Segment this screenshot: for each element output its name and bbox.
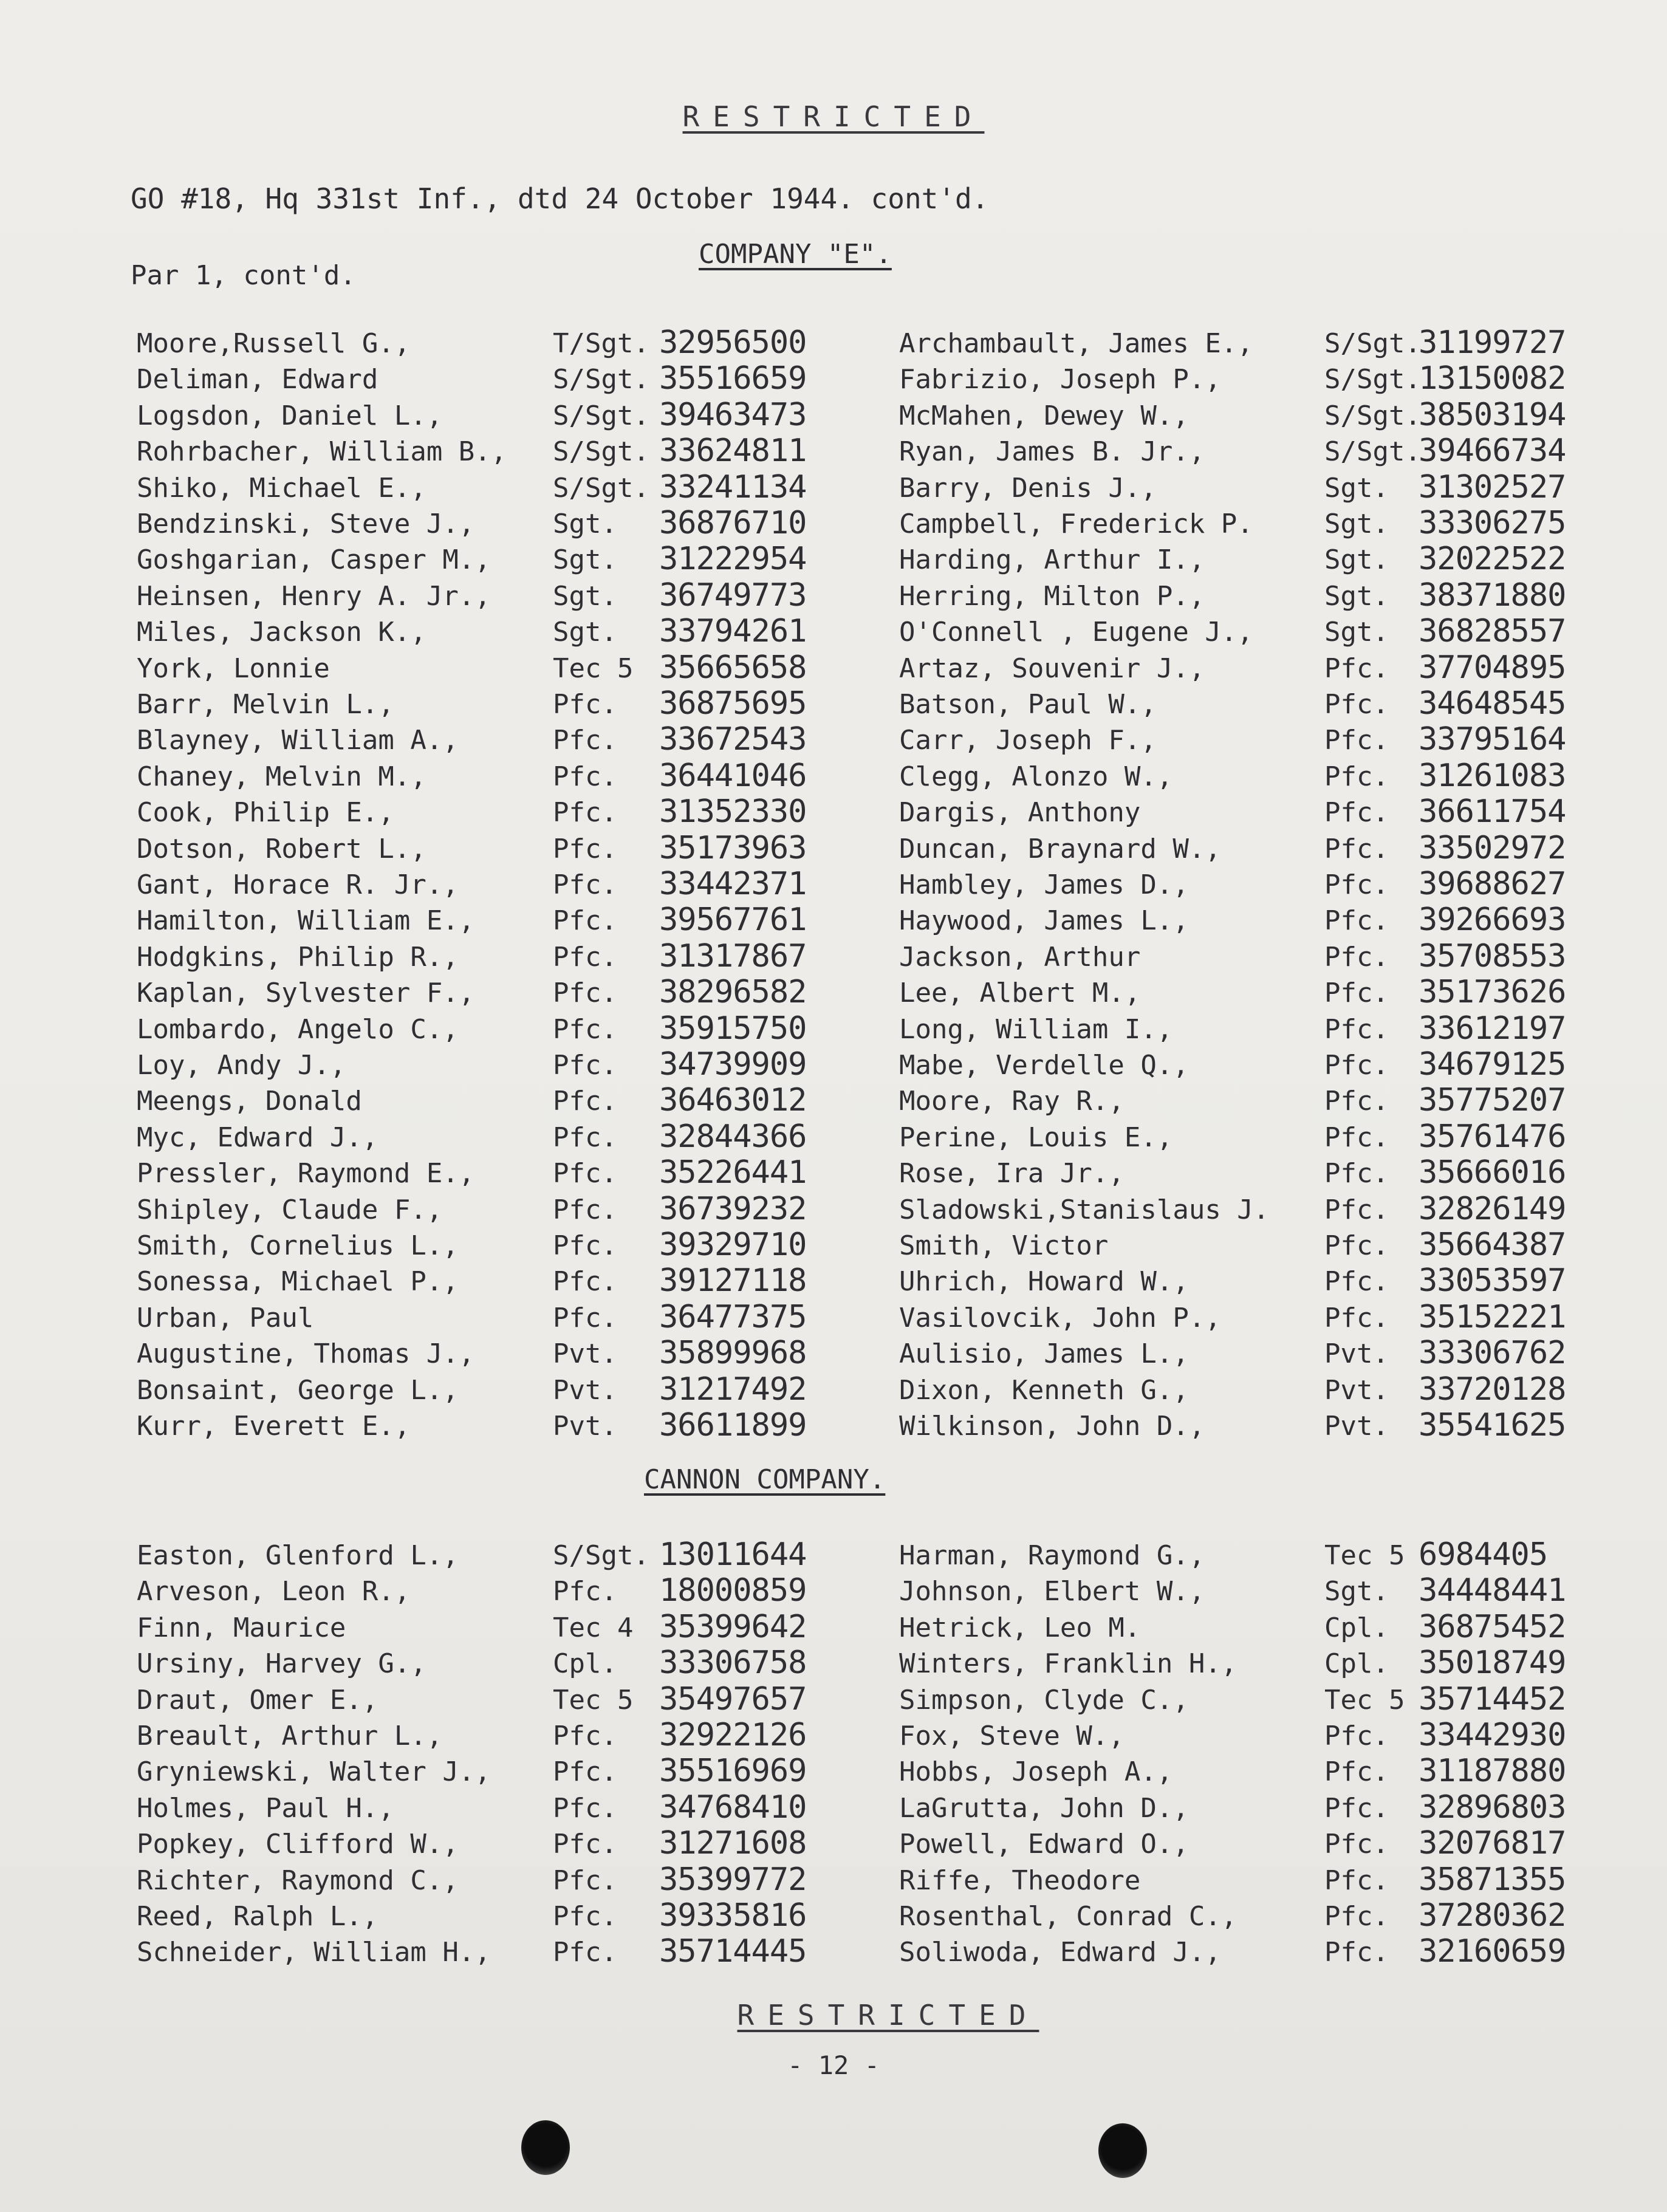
serial-number: 32022522 xyxy=(1419,541,1566,578)
soldier-name: Lombardo, Angelo C., xyxy=(137,1013,459,1045)
rank: Pfc. xyxy=(1324,1302,1389,1334)
soldier-name: Mabe, Verdelle Q., xyxy=(899,1050,1189,1081)
serial-number: 35775207 xyxy=(1419,1082,1566,1119)
serial-number: 36749773 xyxy=(659,577,807,614)
serial-number: 31217492 xyxy=(659,1371,807,1408)
rank: Pfc. xyxy=(1324,1050,1389,1081)
cannon-company-title: CANNON COMPANY. xyxy=(644,1464,886,1495)
serial-number: 35714452 xyxy=(1419,1680,1566,1717)
rank: Sgt. xyxy=(1324,1576,1389,1608)
rank: Pvt. xyxy=(553,1338,617,1370)
rank: Pfc. xyxy=(1324,833,1389,865)
serial-number: 39466734 xyxy=(1419,433,1566,470)
soldier-name: Jackson, Arthur xyxy=(899,941,1141,973)
serial-number: 32922126 xyxy=(659,1717,807,1753)
rank: Pfc. xyxy=(1324,1194,1389,1225)
punch-hole xyxy=(521,2120,570,2175)
serial-number: 34448441 xyxy=(1419,1572,1566,1609)
rank: Pvt. xyxy=(1324,1338,1389,1370)
serial-number: 38503194 xyxy=(1419,396,1566,433)
serial-number: 33624811 xyxy=(659,433,807,470)
serial-number: 36611899 xyxy=(659,1407,807,1443)
serial-number: 35666016 xyxy=(1419,1154,1566,1191)
soldier-name: Dargis, Anthony xyxy=(899,797,1141,829)
soldier-name: Easton, Glenford L., xyxy=(137,1540,459,1571)
soldier-name: Gryniewski, Walter J., xyxy=(137,1756,491,1788)
soldier-name: Moore,Russell G., xyxy=(137,328,411,359)
soldier-name: Finn, Maurice xyxy=(137,1612,346,1643)
rank: Sgt. xyxy=(1324,508,1389,539)
soldier-name: Cook, Philip E., xyxy=(137,797,394,829)
soldier-name: Holmes, Paul H., xyxy=(137,1792,394,1824)
rank: S/Sgt. xyxy=(1324,328,1421,359)
soldier-name: Chaney, Melvin M., xyxy=(137,761,426,792)
soldier-name: Kurr, Everett E., xyxy=(137,1411,411,1442)
serial-number: 35664387 xyxy=(1419,1227,1566,1263)
rank: Tec 4 xyxy=(553,1612,634,1643)
serial-number: 35152221 xyxy=(1419,1298,1566,1335)
serial-number: 31187880 xyxy=(1419,1753,1566,1790)
serial-number: 39329710 xyxy=(659,1227,807,1263)
serial-number: 32896803 xyxy=(1419,1789,1566,1826)
serial-number: 35226441 xyxy=(659,1154,807,1191)
soldier-name: Shiko, Michael E., xyxy=(137,472,426,504)
soldier-name: Smith, Cornelius L., xyxy=(137,1230,459,1261)
serial-number: 18000859 xyxy=(659,1572,807,1609)
rank: Pfc. xyxy=(1324,1086,1389,1117)
serial-number: 39688627 xyxy=(1419,866,1566,902)
rank: Pfc. xyxy=(553,1576,617,1608)
rank: Pfc. xyxy=(553,1302,617,1334)
soldier-name: Perine, Louis E., xyxy=(899,1121,1173,1153)
serial-number: 34679125 xyxy=(1419,1046,1566,1083)
rank: Pfc. xyxy=(553,1721,617,1751)
soldier-name: York, Lonnie xyxy=(137,652,330,684)
serial-number: 31222954 xyxy=(659,541,807,578)
soldier-name: Heinsen, Henry A. Jr., xyxy=(137,580,491,612)
rank: Pfc. xyxy=(1324,1937,1389,1968)
rank: Tec 5 xyxy=(1324,1540,1405,1571)
serial-number: 36828557 xyxy=(1419,613,1566,650)
serial-number: 39266693 xyxy=(1419,902,1566,939)
soldier-name: Simpson, Clyde C., xyxy=(899,1684,1189,1716)
soldier-name: Myc, Edward J., xyxy=(137,1121,378,1153)
rank: Pfc. xyxy=(553,761,617,792)
serial-number: 33442930 xyxy=(1419,1717,1566,1753)
soldier-name: Barry, Denis J., xyxy=(899,472,1157,504)
serial-number: 31199727 xyxy=(1419,324,1566,361)
soldier-name: Pressler, Raymond E., xyxy=(137,1158,475,1190)
rank: Sgt. xyxy=(553,544,617,576)
serial-number: 39127118 xyxy=(659,1262,807,1299)
rank: Pfc. xyxy=(553,1086,617,1117)
rank: Pfc. xyxy=(1324,725,1389,756)
serial-number: 33053597 xyxy=(1419,1262,1566,1299)
page-number: - 12 - xyxy=(787,2050,880,2080)
paragraph-line: Par 1, cont'd. xyxy=(131,260,356,291)
serial-number: 38371880 xyxy=(1419,577,1566,614)
rank: Sgt. xyxy=(1324,580,1389,612)
soldier-name: Artaz, Souvenir J., xyxy=(899,652,1205,684)
serial-number: 36875452 xyxy=(1419,1608,1566,1645)
serial-number: 33612197 xyxy=(1419,1010,1566,1047)
rank: Pfc. xyxy=(553,1864,617,1896)
soldier-name: Schneider, William H., xyxy=(137,1937,491,1968)
serial-number: 33241134 xyxy=(659,468,807,505)
rank: Pfc. xyxy=(1324,1829,1389,1860)
rank: Sgt. xyxy=(553,508,617,539)
serial-number: 38296582 xyxy=(659,974,807,1011)
soldier-name: Archambault, James E., xyxy=(899,328,1253,359)
soldier-name: Fabrizio, Joseph P., xyxy=(899,364,1221,395)
serial-number: 33442371 xyxy=(659,866,807,902)
rank: S/Sgt. xyxy=(553,1540,649,1571)
rank: Pfc. xyxy=(1324,797,1389,829)
soldier-name: Campbell, Frederick P. xyxy=(899,508,1253,539)
soldier-name: Rose, Ira Jr., xyxy=(899,1158,1124,1190)
rank: Pfc. xyxy=(1324,1266,1389,1298)
serial-number: 36876710 xyxy=(659,505,807,541)
serial-number: 39463473 xyxy=(659,396,807,433)
soldier-name: Rosenthal, Conrad C., xyxy=(899,1901,1237,1932)
rank: Pfc. xyxy=(553,1937,617,1968)
serial-number: 34648545 xyxy=(1419,685,1566,722)
serial-number: 36611754 xyxy=(1419,793,1566,830)
rank: S/Sgt. xyxy=(553,364,649,395)
company-e-title: COMPANY "E". xyxy=(699,239,892,270)
serial-number: 33306275 xyxy=(1419,505,1566,541)
soldier-name: Hodgkins, Philip R., xyxy=(137,941,459,973)
serial-number: 33795164 xyxy=(1419,721,1566,758)
punch-hole xyxy=(1098,2123,1147,2178)
soldier-name: Reed, Ralph L., xyxy=(137,1901,378,1932)
soldier-name: Hamilton, William E., xyxy=(137,905,475,937)
rank: Pfc. xyxy=(1324,1013,1389,1045)
rank: Sgt. xyxy=(1324,544,1389,576)
serial-number: 32076817 xyxy=(1419,1825,1566,1862)
soldier-name: Sladowski,Stanislaus J. xyxy=(899,1194,1270,1225)
serial-number: 31352330 xyxy=(659,793,807,830)
rank: Pfc. xyxy=(1324,905,1389,937)
serial-number: 33720128 xyxy=(1419,1371,1566,1408)
rank: Pvt. xyxy=(553,1411,617,1442)
rank: Pfc. xyxy=(553,1194,617,1225)
rank: Cpl. xyxy=(1324,1648,1389,1680)
rank: Pfc. xyxy=(553,1829,617,1860)
soldier-name: Richter, Raymond C., xyxy=(137,1864,459,1896)
soldier-name: LaGrutta, John D., xyxy=(899,1792,1189,1824)
rank: Pfc. xyxy=(553,869,617,900)
rank: Sgt. xyxy=(1324,472,1389,504)
soldier-name: Vasilovcik, John P., xyxy=(899,1302,1221,1334)
rank: Cpl. xyxy=(553,1648,617,1680)
rank: Pfc. xyxy=(1324,1901,1389,1932)
serial-number: 35665658 xyxy=(659,649,807,686)
soldier-name: Long, William I., xyxy=(899,1013,1173,1045)
serial-number: 35714445 xyxy=(659,1933,807,1970)
soldier-name: Carr, Joseph F., xyxy=(899,725,1157,756)
soldier-name: Hambley, James D., xyxy=(899,869,1189,900)
soldier-name: Goshgarian, Casper M., xyxy=(137,544,491,576)
soldier-name: Harding, Arthur I., xyxy=(899,544,1205,576)
rank: Pfc. xyxy=(553,905,617,937)
soldier-name: Augustine, Thomas J., xyxy=(137,1338,475,1370)
serial-number: 32160659 xyxy=(1419,1933,1566,1970)
soldier-name: Deliman, Edward xyxy=(137,364,378,395)
soldier-name: Popkey, Clifford W., xyxy=(137,1829,459,1860)
serial-number: 35871355 xyxy=(1419,1861,1566,1898)
serial-number: 35761476 xyxy=(1419,1118,1566,1155)
serial-number: 13011644 xyxy=(659,1536,807,1573)
serial-number: 31271608 xyxy=(659,1825,807,1862)
serial-number: 35018749 xyxy=(1419,1645,1566,1682)
serial-number: 6984405 xyxy=(1419,1536,1548,1573)
soldier-name: Hobbs, Joseph A., xyxy=(899,1756,1173,1788)
serial-number: 13150082 xyxy=(1419,360,1566,397)
rank: S/Sgt. xyxy=(1324,436,1421,468)
soldier-name: Draut, Omer E., xyxy=(137,1684,378,1716)
soldier-name: Logsdon, Daniel L., xyxy=(137,400,443,431)
soldier-name: Meengs, Donald xyxy=(137,1086,362,1117)
serial-number: 35516659 xyxy=(659,360,807,397)
serial-number: 35497657 xyxy=(659,1680,807,1717)
rank: Pfc. xyxy=(553,1792,617,1824)
rank: Tec 5 xyxy=(1324,1684,1405,1716)
soldier-name: Hetrick, Leo M. xyxy=(899,1612,1141,1643)
soldier-name: Wilkinson, John D., xyxy=(899,1411,1205,1442)
soldier-name: Ursiny, Harvey G., xyxy=(137,1648,426,1680)
serial-number: 39335816 xyxy=(659,1897,807,1934)
rank: Sgt. xyxy=(553,580,617,612)
rank: Sgt. xyxy=(553,617,617,648)
rank: Pfc. xyxy=(1324,1721,1389,1751)
rank: Pfc. xyxy=(553,941,617,973)
serial-number: 35173963 xyxy=(659,829,807,866)
serial-number: 36441046 xyxy=(659,757,807,794)
soldier-name: Lee, Albert M., xyxy=(899,978,1141,1009)
rank: Pfc. xyxy=(1324,941,1389,973)
soldier-name: Uhrich, Howard W., xyxy=(899,1266,1189,1298)
soldier-name: Powell, Edward O., xyxy=(899,1829,1189,1860)
soldier-name: McMahen, Dewey W., xyxy=(899,400,1189,431)
soldier-name: Smith, Victor xyxy=(899,1230,1109,1261)
serial-number: 33306758 xyxy=(659,1645,807,1682)
restricted-footer: RESTRICTED xyxy=(737,1999,1039,2032)
rank: Pfc. xyxy=(1324,689,1389,720)
serial-number: 32844366 xyxy=(659,1118,807,1155)
rank: Pvt. xyxy=(1324,1411,1389,1442)
soldier-name: Batson, Paul W., xyxy=(899,689,1157,720)
soldier-name: Aulisio, James L., xyxy=(899,1338,1189,1370)
soldier-name: Shipley, Claude F., xyxy=(137,1194,443,1225)
serial-number: 35541625 xyxy=(1419,1407,1566,1443)
rank: T/Sgt. xyxy=(553,328,649,359)
rank: Pfc. xyxy=(553,1158,617,1190)
rank: Sgt. xyxy=(1324,617,1389,648)
soldier-name: Winters, Franklin H., xyxy=(899,1648,1237,1680)
soldier-name: Barr, Melvin L., xyxy=(137,689,394,720)
serial-number: 34768410 xyxy=(659,1789,807,1826)
serial-number: 35915750 xyxy=(659,1010,807,1047)
rank: S/Sgt. xyxy=(1324,400,1421,431)
rank: Pfc. xyxy=(553,689,617,720)
serial-number: 33502972 xyxy=(1419,829,1566,866)
rank: Pfc. xyxy=(1324,1230,1389,1261)
rank: Pfc. xyxy=(1324,1121,1389,1153)
serial-number: 33794261 xyxy=(659,613,807,650)
general-order-line: GO #18, Hq 331st Inf., dtd 24 October 1944. cont'd. xyxy=(131,182,989,215)
rank: Pfc. xyxy=(553,1121,617,1153)
soldier-name: Bendzinski, Steve J., xyxy=(137,508,475,539)
serial-number: 32956500 xyxy=(659,324,807,361)
soldier-name: Clegg, Alonzo W., xyxy=(899,761,1173,792)
serial-number: 31302527 xyxy=(1419,468,1566,505)
serial-number: 33306762 xyxy=(1419,1335,1566,1372)
serial-number: 36875695 xyxy=(659,685,807,722)
soldier-name: Gant, Horace R. Jr., xyxy=(137,869,459,900)
rank: Pfc. xyxy=(553,1013,617,1045)
soldier-name: Dixon, Kenneth G., xyxy=(899,1374,1189,1406)
soldier-name: Duncan, Braynard W., xyxy=(899,833,1221,865)
rank: Pfc. xyxy=(1324,1792,1389,1824)
rank: Tec 5 xyxy=(553,1684,634,1716)
soldier-name: Kaplan, Sylvester F., xyxy=(137,978,475,1009)
serial-number: 36477375 xyxy=(659,1298,807,1335)
soldier-name: Blayney, William A., xyxy=(137,725,459,756)
serial-number: 37280362 xyxy=(1419,1897,1566,1934)
rank: Pfc. xyxy=(553,1901,617,1932)
serial-number: 35399772 xyxy=(659,1861,807,1898)
serial-number: 32826149 xyxy=(1419,1190,1566,1227)
soldier-name: Soliwoda, Edward J., xyxy=(899,1937,1221,1968)
soldier-name: Breault, Arthur L., xyxy=(137,1721,443,1751)
soldier-name: Rohrbacher, William B., xyxy=(137,436,507,468)
rank: Tec 5 xyxy=(553,652,634,684)
rank: Pfc. xyxy=(553,978,617,1009)
rank: S/Sgt. xyxy=(553,400,649,431)
serial-number: 37704895 xyxy=(1419,649,1566,686)
rank: Pvt. xyxy=(553,1374,617,1406)
serial-number: 35708553 xyxy=(1419,937,1566,974)
serial-number: 31261083 xyxy=(1419,757,1566,794)
soldier-name: Herring, Milton P., xyxy=(899,580,1205,612)
soldier-name: Harman, Raymond G., xyxy=(899,1540,1205,1571)
soldier-name: Loy, Andy J., xyxy=(137,1050,346,1081)
soldier-name: Haywood, James L., xyxy=(899,905,1189,937)
soldier-name: Moore, Ray R., xyxy=(899,1086,1124,1117)
rank: S/Sgt. xyxy=(553,472,649,504)
rank: Pfc. xyxy=(553,833,617,865)
serial-number: 36739232 xyxy=(659,1190,807,1227)
serial-number: 36463012 xyxy=(659,1082,807,1119)
rank: Pfc. xyxy=(553,725,617,756)
rank: Pfc. xyxy=(553,1266,617,1298)
rank: Pfc. xyxy=(1324,869,1389,900)
serial-number: 35173626 xyxy=(1419,974,1566,1011)
rank: Pfc. xyxy=(553,1230,617,1261)
rank: Pfc. xyxy=(1324,1756,1389,1788)
rank: Pfc. xyxy=(553,1050,617,1081)
soldier-name: Ryan, James B. Jr., xyxy=(899,436,1205,468)
rank: Pvt. xyxy=(1324,1374,1389,1406)
rank: Pfc. xyxy=(553,797,617,829)
soldier-name: O'Connell , Eugene J., xyxy=(899,617,1253,648)
serial-number: 35516969 xyxy=(659,1753,807,1790)
serial-number: 33672543 xyxy=(659,721,807,758)
soldier-name: Johnson, Elbert W., xyxy=(899,1576,1205,1608)
serial-number: 39567761 xyxy=(659,902,807,939)
rank: Pfc. xyxy=(1324,1158,1389,1190)
serial-number: 34739909 xyxy=(659,1046,807,1083)
rank: Pfc. xyxy=(553,1756,617,1788)
soldier-name: Dotson, Robert L., xyxy=(137,833,426,865)
soldier-name: Urban, Paul xyxy=(137,1302,314,1334)
serial-number: 35899968 xyxy=(659,1335,807,1372)
rank: S/Sgt. xyxy=(553,436,649,468)
rank: Pfc. xyxy=(1324,761,1389,792)
restricted-header: RESTRICTED xyxy=(682,100,985,133)
rank: Pfc. xyxy=(1324,1864,1389,1896)
soldier-name: Bonsaint, George L., xyxy=(137,1374,459,1406)
soldier-name: Miles, Jackson K., xyxy=(137,617,426,648)
soldier-name: Sonessa, Michael P., xyxy=(137,1266,459,1298)
serial-number: 35399642 xyxy=(659,1608,807,1645)
soldier-name: Arveson, Leon R., xyxy=(137,1576,411,1608)
soldier-name: Riffe, Theodore xyxy=(899,1864,1141,1896)
rank: Cpl. xyxy=(1324,1612,1389,1643)
soldier-name: Fox, Steve W., xyxy=(899,1721,1124,1751)
serial-number: 31317867 xyxy=(659,937,807,974)
rank: Pfc. xyxy=(1324,652,1389,684)
rank: Pfc. xyxy=(1324,978,1389,1009)
rank: S/Sgt. xyxy=(1324,364,1421,395)
